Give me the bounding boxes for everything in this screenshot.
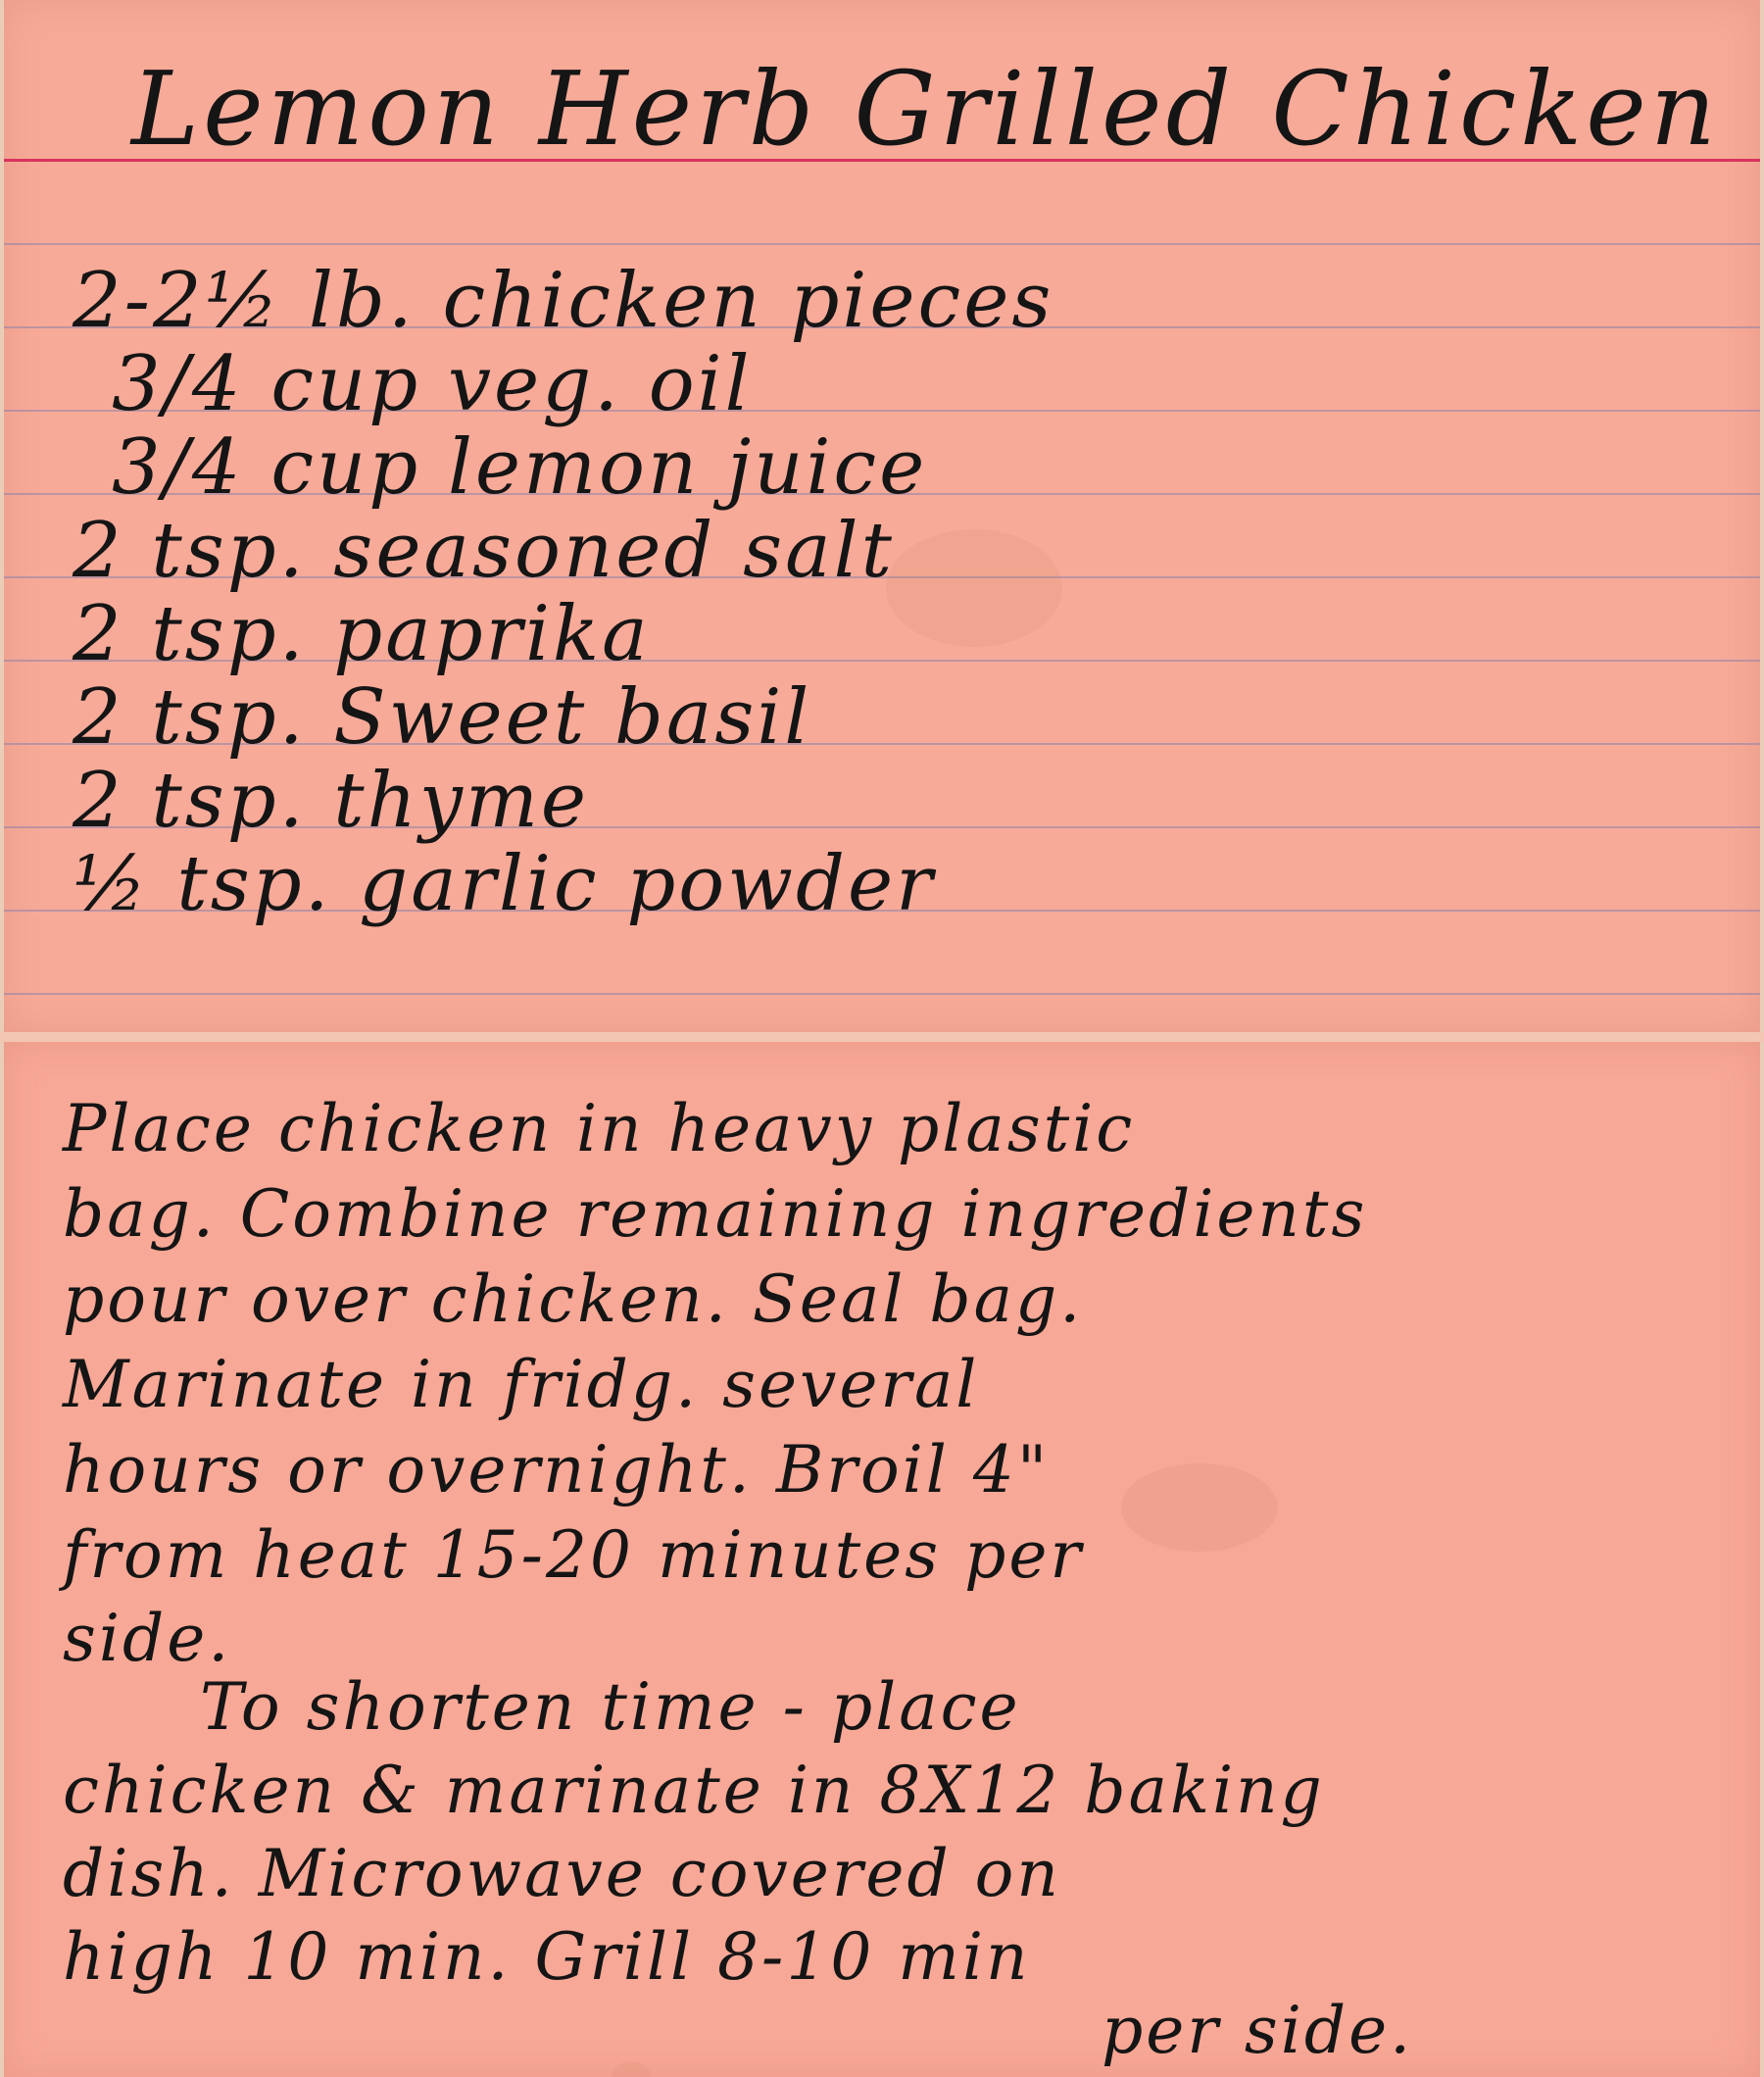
direction-line: high 10 min. Grill 8-10 min: [63, 1919, 1031, 1995]
ingredient-line: 2 tsp. Sweet basil: [73, 673, 812, 762]
paper-stain: [886, 529, 1062, 647]
ruled-line: [4, 243, 1760, 245]
ingredient-line: 3/4 cup lemon juice: [112, 423, 928, 512]
ingredient-line: 2-2½ lb. chicken pieces: [73, 257, 1054, 345]
direction-line: bag. Combine remaining ingredients: [63, 1176, 1368, 1252]
ingredient-line: 2 tsp. thyme: [73, 757, 590, 845]
direction-line: To shorten time - place: [200, 1669, 1021, 1745]
direction-line: side.: [63, 1601, 232, 1676]
paper-stain: [1121, 1463, 1278, 1552]
direction-line: Marinate in fridg. several: [63, 1347, 980, 1422]
ruled-line: [4, 993, 1760, 995]
direction-line: hours or overnight. Broil 4": [63, 1432, 1051, 1508]
direction-line: from heat 15-20 minutes per: [63, 1517, 1084, 1593]
ingredient-line: 2 tsp. seasoned salt: [73, 507, 895, 595]
card-divider: [0, 1032, 1764, 1042]
direction-line: pour over chicken. Seal bag.: [63, 1261, 1084, 1337]
recipe-card-front: [4, 0, 1760, 1034]
direction-line: dish. Microwave covered on: [63, 1836, 1061, 1911]
ingredient-line: ½ tsp. garlic powder: [73, 840, 936, 928]
direction-line: per side.: [1102, 1993, 1414, 2068]
recipe-card-back: [4, 1042, 1760, 2077]
recipe-title: Lemon Herb Grilled Chicken: [131, 49, 1720, 169]
direction-line: chicken & marinate in 8X12 baking: [63, 1753, 1325, 1828]
ingredient-line: 2 tsp. paprika: [73, 590, 651, 678]
ingredient-line: 3/4 cup veg. oil: [112, 340, 753, 428]
direction-line: Place chicken in heavy plastic: [63, 1091, 1136, 1166]
paper-stain: [612, 2061, 651, 2077]
